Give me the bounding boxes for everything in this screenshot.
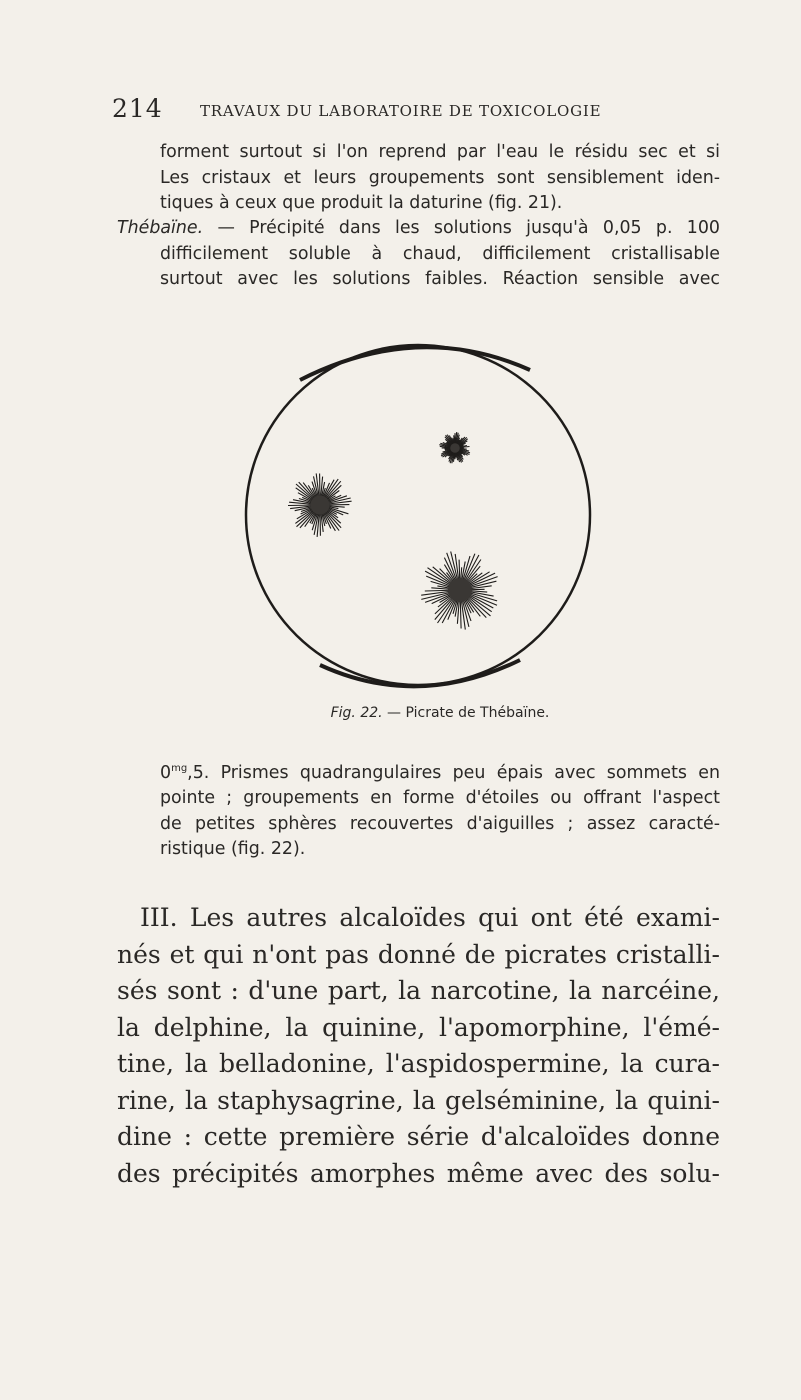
figure-22-illustration (230, 340, 606, 700)
crystal-core (448, 578, 472, 602)
text-line: rine, la staphysagrine, la gelséminine, la quini- (117, 1085, 720, 1115)
crystal-clusters (288, 432, 498, 629)
text-line (117, 216, 720, 242)
watch-glass-bottom-shadow (320, 660, 520, 686)
text-line: surtout avec les solutions faibles. Réaction sensible avec (160, 269, 720, 289)
text-line: sés sont : d'une part, la narcotine, la narcéine, (117, 976, 720, 1005)
paragraph-4 (117, 900, 720, 1192)
crystal-core (310, 495, 329, 514)
text-line: Les cristaux et leurs groupements sont sensiblement iden- (160, 167, 720, 188)
dose-unit: mg (171, 763, 188, 774)
text-line: des précipités amorphes même avec des solu- (117, 1158, 720, 1188)
text-line: de petites sphères recouvertes d'aiguilles ; assez caracté- (160, 813, 720, 834)
text-line: difficilement soluble à chaud, difficilement cristallisable (160, 243, 720, 264)
text-line: ristique (fig. 22). (160, 839, 306, 860)
watch-glass-outline (246, 345, 590, 685)
page-header (112, 94, 732, 124)
caption-text: — Picrate de Thébaïne. (382, 705, 550, 721)
figure-caption (160, 705, 720, 721)
text-fragment: — Précipité dans les solutions jusqu'à 0,05 p. 100 (203, 218, 720, 238)
text-line: pointe ; groupements en forme d'étoiles ou offrant l'aspect (160, 788, 720, 809)
dose-value: 0 (160, 762, 172, 783)
term-thebaine: Thébaïne. (117, 218, 204, 238)
text-line: tine, la belladonine, l'aspidospermine, la cura- (117, 1049, 720, 1078)
crystal-cluster (288, 473, 352, 537)
figure-label: Fig. 22. (330, 705, 383, 721)
crystal-cluster (439, 432, 470, 463)
text-line: forment surtout si l'on reprend par l'eau le résidu sec et si (160, 142, 720, 162)
running-head: TRAVAUX DU LABORATOIRE DE TOXICOLOGIE (200, 102, 602, 120)
text-line: la delphine, la quinine, l'apomorphine, l'émé- (117, 1012, 720, 1042)
text-line: dine : cette première série d'alcaloïdes donne (117, 1122, 720, 1151)
paragraph-thebaine (117, 216, 720, 293)
text-line: III. Les autres alcaloïdes qui ont été exami- (140, 903, 720, 932)
text-fragment: ,5. Prismes quadrangulaires peu épais avec sommets en (187, 762, 720, 783)
text-line (160, 756, 720, 786)
page-number: 214 (112, 94, 163, 123)
text-line: tiques à ceux que produit la daturine (fig. 21). (160, 193, 563, 213)
text-line: nés et qui n'ont pas donné de picrates cristalli- (117, 939, 720, 969)
paragraph-1 (160, 140, 720, 217)
paragraph-3 (160, 756, 720, 863)
crystal-core (450, 443, 460, 453)
crystal-cluster (421, 552, 497, 630)
